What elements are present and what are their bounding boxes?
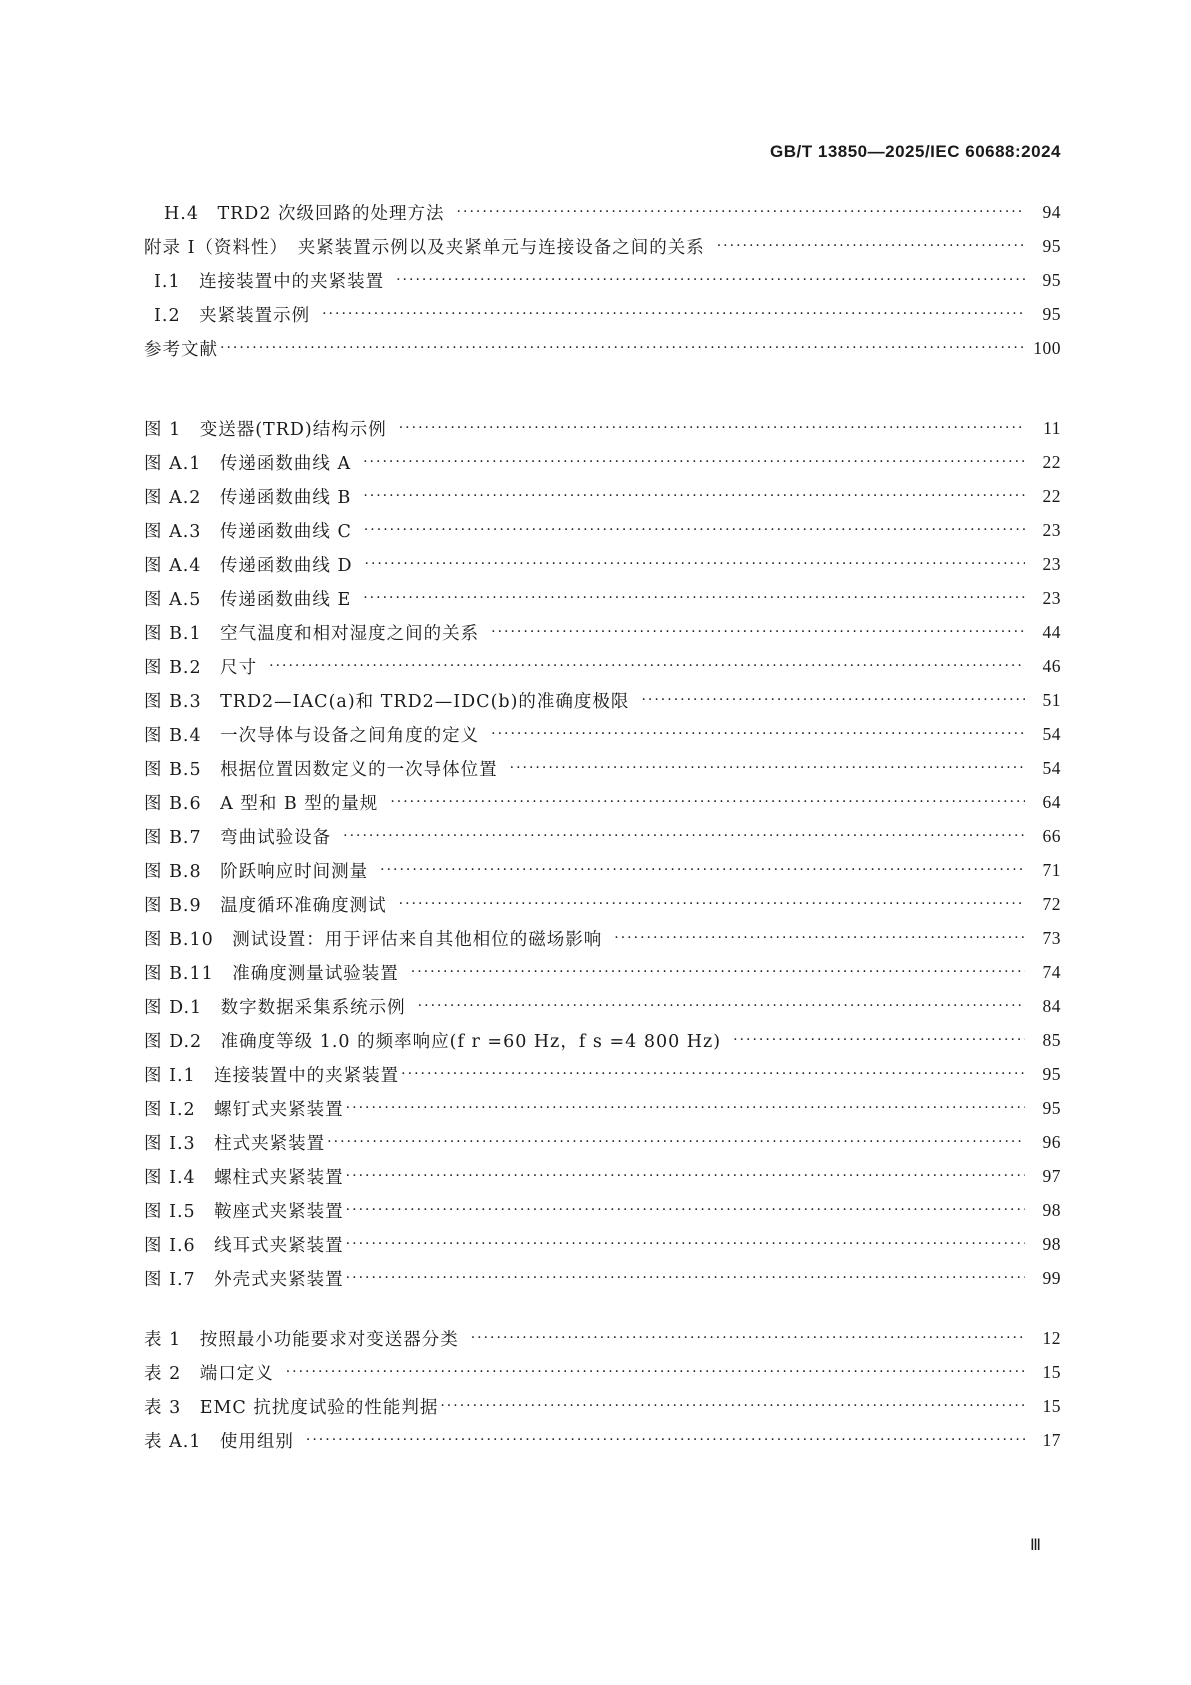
- toc-entry[interactable]: [144, 546, 1061, 582]
- toc-entry-page: 74: [1042, 961, 1061, 982]
- leader-dots: [346, 1202, 1025, 1218]
- toc-entry-page: 51: [1042, 689, 1061, 710]
- toc-entry-label: 图 I.7 外壳式夹紧装置: [144, 1269, 344, 1290]
- toc-entry-page: 98: [1042, 1199, 1061, 1220]
- page-number: Ⅲ: [1030, 1537, 1042, 1554]
- toc-entry-label: I.2 夹紧装置示例: [154, 305, 311, 326]
- leader-dots: [399, 896, 1025, 912]
- toc-entry-page: 72: [1042, 893, 1061, 914]
- leader-dots: [440, 1398, 1025, 1414]
- toc-entry-label: 图 I.1 连接装置中的夹紧装置: [144, 1065, 400, 1086]
- leader-dots: [363, 488, 1025, 504]
- toc-entry[interactable]: [144, 1320, 1061, 1356]
- leader-dots: [491, 624, 1025, 640]
- toc-entry-label: 参考文献: [144, 339, 218, 360]
- leader-dots: [286, 1364, 1025, 1380]
- toc-entry-label: 图 B.10 测试设置：用于评估来自其他相位的磁场影响: [144, 929, 603, 950]
- toc-entry-label: 图 I.4 螺柱式夹紧装置: [144, 1167, 344, 1188]
- toc-entry[interactable]: [144, 648, 1061, 684]
- toc-entry[interactable]: [144, 716, 1061, 752]
- toc-entry-label: 图 I.5 鞍座式夹紧装置: [144, 1201, 344, 1222]
- toc-entry-page: 95: [1042, 303, 1061, 324]
- toc-entry[interactable]: [144, 296, 1061, 332]
- toc-entry-label: 表 1 按照最小功能要求对变送器分类: [144, 1329, 459, 1350]
- toc-entry[interactable]: [144, 886, 1061, 922]
- toc-entry-page: 95: [1042, 1063, 1061, 1084]
- toc-entry[interactable]: [144, 1022, 1061, 1058]
- leader-dots: [327, 1134, 1025, 1150]
- toc-entry-label: 表 A.1 使用组别: [144, 1431, 294, 1452]
- toc-entry[interactable]: [144, 1056, 1061, 1092]
- toc-entry-page: 95: [1042, 235, 1061, 256]
- toc-entry-page: 17: [1042, 1429, 1061, 1450]
- toc-entry-page: 15: [1042, 1361, 1061, 1382]
- toc-entry-label: 图 B.6 A 型和 B 型的量规: [144, 793, 379, 814]
- toc-entry[interactable]: [144, 580, 1061, 616]
- toc-entry-page: 22: [1042, 451, 1061, 472]
- toc-entry-label: 图 I.3 柱式夹紧装置: [144, 1133, 326, 1154]
- toc-entry-page: 54: [1042, 723, 1061, 744]
- toc-entry-label: 图 B.7 弯曲试验设备: [144, 827, 332, 848]
- toc-entry-label: 图 A.4 传递函数曲线 D: [144, 555, 353, 576]
- toc-entry-label: 图 D.1 数字数据采集系统示例: [144, 997, 406, 1018]
- toc-entry[interactable]: [144, 1388, 1061, 1424]
- leader-dots: [306, 1432, 1025, 1448]
- leader-dots: [733, 1032, 1025, 1048]
- leader-dots: [457, 204, 1025, 220]
- toc-entry-page: 96: [1042, 1131, 1061, 1152]
- document-id-header: GB/T 13850—2025/IEC 60688:2024: [770, 142, 1061, 161]
- toc-entry[interactable]: [144, 444, 1061, 480]
- toc-entry-page: 66: [1042, 825, 1061, 846]
- leader-dots: [399, 420, 1025, 436]
- leader-dots: [363, 454, 1025, 470]
- toc-entry-label: 图 B.9 温度循环准确度测试: [144, 895, 387, 916]
- leader-dots: [614, 930, 1025, 946]
- toc-entry[interactable]: [144, 410, 1061, 446]
- toc-entry-page: 73: [1042, 927, 1061, 948]
- toc-entry-page: 46: [1042, 655, 1061, 676]
- toc-entry[interactable]: [144, 682, 1061, 718]
- toc-entry-label: H.4 TRD2 次级回路的处理方法: [164, 203, 445, 224]
- toc-entry-label: I.1 连接装置中的夹紧装置: [154, 271, 385, 292]
- toc-entry[interactable]: [144, 262, 1061, 298]
- toc-entry-label: 图 B.1 空气温度和相对湿度之间的关系: [144, 623, 480, 644]
- leader-dots: [343, 828, 1025, 844]
- toc-entry[interactable]: [144, 1192, 1061, 1228]
- toc-entry[interactable]: [144, 920, 1061, 956]
- leader-dots: [363, 590, 1025, 606]
- toc-entry-page: 64: [1042, 791, 1061, 812]
- leader-dots: [322, 306, 1025, 322]
- toc-entry-page: 84: [1042, 995, 1061, 1016]
- toc-entry[interactable]: [144, 330, 1061, 366]
- toc-entry-page: 71: [1042, 859, 1061, 880]
- toc-entry-label: 图 B.5 根据位置因数定义的一次导体位置: [144, 759, 498, 780]
- leader-dots: [471, 1330, 1025, 1346]
- toc-entry[interactable]: [144, 614, 1061, 650]
- toc-entry-label: 图 B.3 TRD2—IAC(a)和 TRD2—IDC(b)的准确度极限: [144, 691, 630, 712]
- toc-entry-page: 23: [1042, 519, 1061, 540]
- leader-dots: [491, 726, 1025, 742]
- toc-entry-label: 图 A.2 传递函数曲线 B: [144, 487, 352, 508]
- toc-entry[interactable]: [144, 852, 1061, 888]
- toc-entry-page: 97: [1042, 1165, 1061, 1186]
- toc-entry-label: 图 A.3 传递函数曲线 C: [144, 521, 352, 542]
- leader-dots: [396, 272, 1025, 288]
- leader-dots: [364, 522, 1025, 538]
- leader-dots: [220, 340, 1023, 356]
- toc-entry-label: 图 B.2 尺寸: [144, 657, 258, 678]
- toc-entry[interactable]: [144, 194, 1061, 230]
- leader-dots: [390, 794, 1025, 810]
- toc-entry-label: 图 I.6 线耳式夹紧装置: [144, 1235, 344, 1256]
- toc-entry-page: 11: [1043, 417, 1061, 438]
- toc-entry-page: 44: [1042, 621, 1061, 642]
- toc-entry[interactable]: [144, 750, 1061, 786]
- leader-dots: [717, 238, 1025, 254]
- toc-entry-label: 图 I.2 螺钉式夹紧装置: [144, 1099, 344, 1120]
- toc-entry[interactable]: [144, 1354, 1061, 1390]
- toc-entry[interactable]: [144, 1090, 1061, 1126]
- leader-dots: [380, 862, 1025, 878]
- leader-dots: [641, 692, 1025, 708]
- toc-entry-label: 表 3 EMC 抗扰度试验的性能判据: [144, 1397, 439, 1418]
- toc-entry-label: 图 A.1 传递函数曲线 A: [144, 453, 352, 474]
- toc-entry-label: 附录 I（资料性） 夹紧装置示例以及夹紧单元与连接设备之间的关系: [144, 237, 705, 258]
- toc-entry-label: 图 1 变送器(TRD)结构示例: [144, 419, 387, 440]
- toc-entry[interactable]: [144, 1226, 1061, 1262]
- leader-dots: [346, 1168, 1025, 1184]
- toc-entry[interactable]: [144, 1422, 1061, 1458]
- toc-entry-label: 图 B.11 准确度测量试验装置: [144, 963, 399, 984]
- toc-entry-page: 95: [1042, 269, 1061, 290]
- toc-entry[interactable]: [144, 784, 1061, 820]
- toc-entry[interactable]: [144, 1260, 1061, 1296]
- toc-entry-label: 表 2 端口定义: [144, 1363, 274, 1384]
- leader-dots: [269, 658, 1025, 674]
- toc-entry-page: 94: [1042, 201, 1061, 222]
- leader-dots: [401, 1066, 1025, 1082]
- toc-entry[interactable]: [144, 1158, 1061, 1194]
- toc-entry[interactable]: [144, 1124, 1061, 1160]
- toc-entry[interactable]: [144, 988, 1061, 1024]
- toc-entry[interactable]: [144, 818, 1061, 854]
- leader-dots: [346, 1236, 1025, 1252]
- toc-entry-page: 12: [1042, 1327, 1061, 1348]
- toc-entry-label: 图 A.5 传递函数曲线 E: [144, 589, 352, 610]
- toc-entry[interactable]: [144, 228, 1061, 264]
- toc-entry-page: 98: [1042, 1233, 1061, 1254]
- leader-dots: [365, 556, 1026, 572]
- leader-dots: [510, 760, 1025, 776]
- toc-entry[interactable]: [144, 512, 1061, 548]
- toc-entry-page: 85: [1042, 1029, 1061, 1050]
- toc-entry[interactable]: [144, 478, 1061, 514]
- toc-entry-label: 图 B.4 一次导体与设备之间角度的定义: [144, 725, 480, 746]
- toc-entry-label: 图 D.2 准确度等级 1.0 的频率响应(f r =60 Hz，f s =4 800 Hz): [144, 1031, 722, 1052]
- toc-entry[interactable]: [144, 954, 1061, 990]
- toc-entry-page: 15: [1042, 1395, 1061, 1416]
- leader-dots: [346, 1270, 1025, 1286]
- leader-dots: [418, 998, 1025, 1014]
- toc-entry-page: 99: [1042, 1267, 1061, 1288]
- leader-dots: [411, 964, 1025, 980]
- toc-entry-page: 23: [1042, 553, 1061, 574]
- toc-entry-label: 图 B.8 阶跃响应时间测量: [144, 861, 369, 882]
- toc-entry-page: 54: [1042, 757, 1061, 778]
- toc-entry-page: 23: [1042, 587, 1061, 608]
- leader-dots: [346, 1100, 1025, 1116]
- toc-entry-page: 95: [1042, 1097, 1061, 1118]
- toc-entry-page: 22: [1042, 485, 1061, 506]
- toc-entry-page: 100: [1033, 337, 1061, 358]
